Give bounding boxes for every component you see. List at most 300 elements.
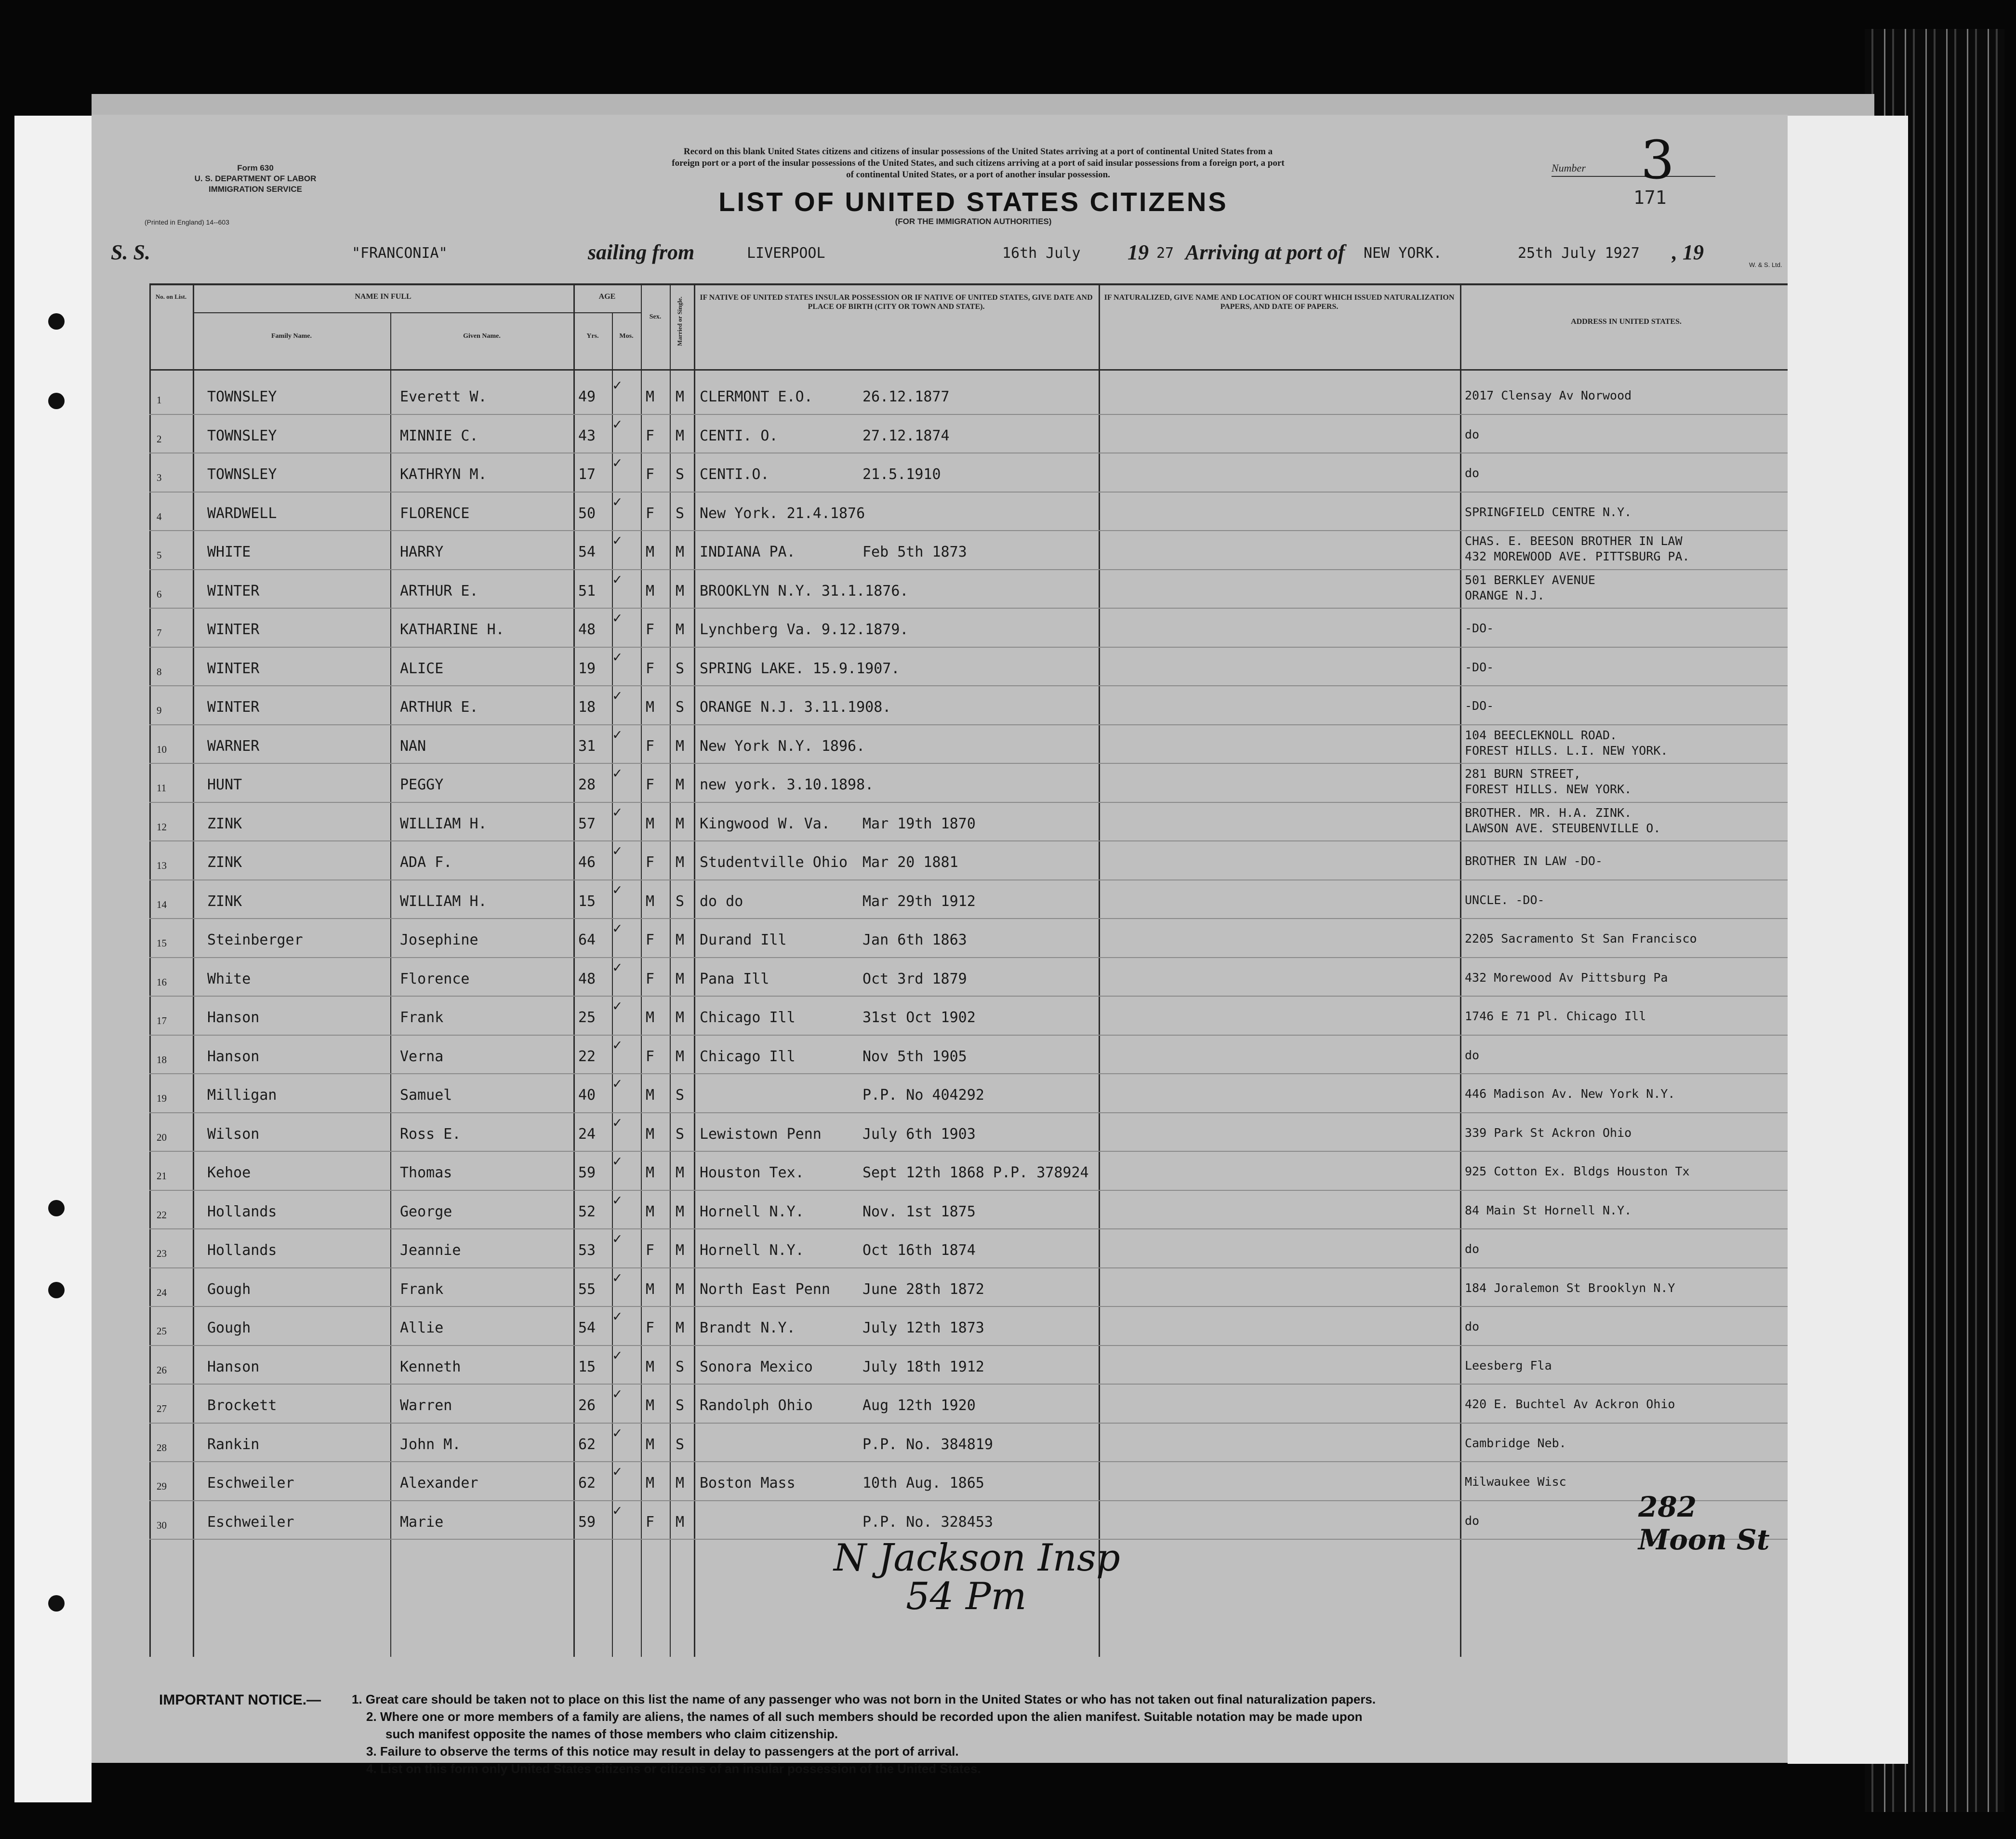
table-row [92, 802, 1788, 840]
age-years: 55 [578, 1281, 596, 1298]
address-line: 1746 E 71 Pl. Chicago Ill [1465, 1009, 1646, 1023]
given-name: ARTHUR E. [400, 699, 478, 716]
notice-item: 1. Great care should be taken not to place on this list the name of any passenger who was not born in the United States or who has not taken out final naturalization papers. [352, 1692, 1376, 1706]
check-mark-icon: ✓ [613, 610, 622, 626]
age-years: 40 [578, 1087, 596, 1104]
birth-place: new york. 3.10.1898. [700, 776, 874, 793]
row-number: 6 [157, 588, 162, 600]
given-name: NAN [400, 738, 426, 755]
family-name: TOWNSLEY [207, 388, 277, 405]
birth-place: CLERMONT E.O. [700, 388, 813, 405]
punch-hole [48, 1595, 65, 1612]
family-name: ZINK [207, 815, 242, 832]
address-line: 420 E. Buchtel Av Ackron Ohio [1465, 1397, 1675, 1411]
birth-date: Mar 20 1881 [862, 854, 958, 871]
address-line: 432 Morewood Av Pittsburg Pa [1465, 971, 1668, 985]
birth-date: Mar 19th 1870 [862, 815, 976, 832]
intro-line: foreign port or a port of the insular possessions of the United States, and such citizens arriving at a port of said insular possessions from a foreign port, a port [672, 158, 1285, 168]
arrival-date: 25th July 1927 [1518, 245, 1640, 262]
sex: M [646, 1359, 655, 1375]
intro-line: of continental United States, or a port of another insular possession. [846, 170, 1110, 180]
age-years: 49 [578, 388, 596, 405]
table-row [92, 957, 1788, 996]
address-line: 281 BURN STREET, [1465, 767, 1581, 781]
family-name: Kehoe [207, 1164, 251, 1181]
address-line: BROTHER. MR. H.A. ZINK. [1465, 806, 1632, 820]
given-name: Florence [400, 971, 470, 987]
given-name: ALICE [400, 660, 444, 677]
row-number: 21 [157, 1170, 167, 1182]
sex: M [646, 1126, 655, 1143]
given-name: ARTHUR E. [400, 583, 478, 600]
given-name: Samuel [400, 1087, 452, 1104]
check-mark-icon: ✓ [613, 649, 622, 666]
age-years: 62 [578, 1475, 596, 1492]
row-number: 22 [157, 1209, 167, 1221]
adjacent-page-strip [1788, 116, 1908, 1764]
row-number: 23 [157, 1248, 167, 1259]
birth-place: Boston Mass [700, 1475, 796, 1492]
marital-status: M [676, 1475, 685, 1492]
family-name: WINTER [207, 583, 260, 600]
address-line: Milwaukee Wisc [1465, 1475, 1566, 1489]
age-years: 59 [578, 1164, 596, 1181]
address-line: 925 Cotton Ex. Bldgs Houston Tx [1465, 1164, 1690, 1178]
birth-date: P.P. No 404292 [862, 1087, 984, 1104]
table-row [92, 918, 1788, 957]
given-name: Alexander [400, 1475, 478, 1492]
check-mark-icon: ✓ [613, 804, 622, 821]
check-mark-icon: ✓ [613, 377, 622, 394]
age-years: 15 [578, 1359, 596, 1375]
family-name: Brockett [207, 1397, 277, 1414]
address-line: -DO- [1465, 699, 1494, 713]
check-mark-icon: ✓ [613, 1037, 622, 1053]
family-name: Rankin [207, 1436, 260, 1453]
family-name: Wilson [207, 1126, 260, 1143]
family-name: WINTER [207, 621, 260, 638]
birth-place: INDIANA PA. [700, 544, 796, 560]
citizens-table [92, 283, 1788, 1705]
address-line: CHAS. E. BEESON BROTHER IN LAW [1465, 534, 1683, 548]
address-line: BROTHER IN LAW -DO- [1465, 854, 1603, 868]
table-row [92, 996, 1788, 1034]
form-number: Form 630 [237, 163, 274, 173]
marital-status: S [676, 1397, 685, 1414]
family-name: ZINK [207, 854, 242, 871]
table-row [92, 1500, 1788, 1539]
family-name: Eschweiler [207, 1475, 294, 1492]
birth-place: Hornell N.Y. [700, 1242, 804, 1259]
marital-status: M [676, 1164, 685, 1181]
age-years: 51 [578, 583, 596, 600]
birth-place: ORANGE N.J. 3.11.1908. [700, 699, 891, 716]
list-number: 3 [1641, 129, 1674, 191]
arrival-year: , 19 [1672, 240, 1704, 264]
punch-hole [48, 1282, 65, 1298]
birth-date: Feb 5th 1873 [862, 544, 967, 560]
check-mark-icon: ✓ [613, 842, 622, 859]
page-number: 171 [1633, 187, 1667, 208]
table-row [92, 1151, 1788, 1189]
address-line: do [1465, 1048, 1480, 1062]
marital-status: M [676, 1009, 685, 1026]
column-header-naturalized: IF NATURALIZED, GIVE NAME AND LOCATION OF COURT WHICH ISSUED NATURALIZATION PAPERS, AND DATE OF PAPERS. [1104, 293, 1455, 311]
age-years: 48 [578, 971, 596, 987]
manifest-sheet [92, 115, 1788, 1776]
marital-status: M [676, 427, 685, 444]
arrival-port: NEW YORK. [1364, 245, 1442, 262]
sex: F [646, 1319, 655, 1336]
table-row [92, 492, 1788, 530]
marital-status: M [676, 1242, 685, 1259]
table-row [92, 1073, 1788, 1112]
row-number: 3 [157, 472, 162, 483]
age-years: 19 [578, 660, 596, 677]
check-mark-icon: ✓ [613, 493, 622, 510]
table-row [92, 608, 1788, 646]
check-mark-icon: ✓ [613, 571, 622, 588]
table-row [92, 880, 1788, 918]
row-number: 18 [157, 1054, 167, 1066]
address-line: 2017 Clensay Av Norwood [1465, 388, 1632, 402]
check-mark-icon: ✓ [613, 1463, 622, 1480]
given-name: Josephine [400, 932, 478, 948]
marital-status: M [676, 738, 685, 755]
birth-place: Lewistown Penn [700, 1126, 822, 1143]
check-mark-icon: ✓ [613, 765, 622, 782]
birth-date: Sept 12th 1868 P.P. 378924 [862, 1164, 1089, 1181]
sex: F [646, 1242, 655, 1259]
birth-date: Aug 12th 1920 [862, 1397, 976, 1414]
given-name: Allie [400, 1319, 444, 1336]
birth-place: CENTI.O. [700, 466, 769, 483]
age-years: 25 [578, 1009, 596, 1026]
table-row [92, 724, 1788, 763]
birth-place: New York N.Y. 1896. [700, 738, 865, 755]
family-name: Hanson [207, 1048, 260, 1065]
given-name: Frank [400, 1281, 444, 1298]
row-number: 4 [157, 511, 162, 522]
handwritten-address: 282 Moon St [1638, 1491, 1770, 1556]
header-bottom-rule [149, 369, 1788, 371]
row-number: 24 [157, 1287, 167, 1298]
birth-date: 10th Aug. 1865 [862, 1475, 984, 1492]
number-label: Number [1552, 162, 1586, 174]
punch-hole [48, 1200, 65, 1216]
department-name: U. S. DEPARTMENT OF LABOR [194, 174, 317, 183]
family-name: Milligan [207, 1087, 277, 1104]
row-number: 26 [157, 1364, 167, 1376]
table-row [92, 1423, 1788, 1461]
column-header-married: Married or Single. [676, 296, 683, 346]
age-years: 43 [578, 427, 596, 444]
sex: F [646, 660, 655, 677]
check-mark-icon: ✓ [613, 920, 622, 937]
address-line: 446 Madison Av. New York N.Y. [1465, 1087, 1675, 1101]
age-years: 64 [578, 932, 596, 948]
departure-port: LIVERPOOL [747, 245, 825, 262]
sex: M [646, 544, 655, 560]
birth-place: North East Penn [700, 1281, 830, 1298]
marital-status: M [676, 583, 685, 600]
age-years: 24 [578, 1126, 596, 1143]
marital-status: S [676, 505, 685, 522]
birth-place: Durand Ill [700, 932, 787, 948]
table-row [92, 1345, 1788, 1384]
age-years: 48 [578, 621, 596, 638]
address-line-2: FOREST HILLS. L.I. NEW YORK. [1465, 744, 1668, 758]
printed-note: (Printed in England) 14--603 [145, 218, 229, 226]
family-name: Eschweiler [207, 1514, 294, 1531]
birth-place: do do [700, 893, 743, 910]
given-name: Verna [400, 1048, 444, 1065]
age-years: 53 [578, 1242, 596, 1259]
age-years: 50 [578, 505, 596, 522]
given-name: Warren [400, 1397, 452, 1414]
row-number: 29 [157, 1480, 167, 1492]
table-row [92, 1190, 1788, 1228]
age-years: 31 [578, 738, 596, 755]
age-years: 62 [578, 1436, 596, 1453]
row-number: 27 [157, 1403, 167, 1414]
family-name: Hollands [207, 1242, 277, 1259]
check-mark-icon: ✓ [613, 1386, 622, 1402]
given-name: WILLIAM H. [400, 815, 487, 832]
family-name: HUNT [207, 776, 242, 793]
marital-status: M [676, 776, 685, 793]
sex: M [646, 1087, 655, 1104]
sex: M [646, 815, 655, 832]
given-name: WILLIAM H. [400, 893, 487, 910]
given-name: Ross E. [400, 1126, 461, 1143]
check-mark-icon: ✓ [613, 1502, 622, 1519]
marital-status: S [676, 660, 685, 677]
sex: F [646, 738, 655, 755]
birth-place: Hornell N.Y. [700, 1203, 804, 1220]
sex: M [646, 1281, 655, 1298]
row-number: 1 [157, 394, 162, 406]
sailing-date: 16th July [1002, 245, 1081, 262]
check-mark-icon: ✓ [613, 998, 622, 1014]
table-row [92, 1267, 1788, 1306]
age-years: 28 [578, 776, 596, 793]
intro-line: Record on this blank United States citizens and citizens of insular possessions of the United States arriving at a port of continental United States from a [683, 147, 1273, 157]
sex: F [646, 466, 655, 483]
check-mark-icon: ✓ [613, 1269, 622, 1286]
document-subtitle: (FOR THE IMMIGRATION AUTHORITIES) [895, 217, 1052, 226]
family-name: Hollands [207, 1203, 277, 1220]
sex: M [646, 583, 655, 600]
sex: F [646, 1514, 655, 1531]
birth-date: 31st Oct 1902 [862, 1009, 976, 1026]
table-row [92, 1384, 1788, 1422]
birth-place: Houston Tex. [700, 1164, 804, 1181]
row-number: 11 [157, 782, 167, 794]
marital-status: M [676, 1048, 685, 1065]
binder-strip [14, 116, 92, 1802]
family-name: Gough [207, 1319, 251, 1336]
check-mark-icon: ✓ [613, 959, 622, 976]
table-row [92, 569, 1788, 608]
marital-status: S [676, 1359, 685, 1375]
column-header-given: Given Name. [463, 333, 501, 340]
row-number: 14 [157, 899, 167, 910]
birth-date: Oct 16th 1874 [862, 1242, 976, 1259]
birth-date: 21.5.1910 [862, 466, 941, 483]
notice-item: such manifest opposite the names of those members who claim citizenship. [385, 1727, 838, 1741]
column-header-no: No. on List. [155, 293, 187, 300]
document-title: LIST OF UNITED STATES CITIZENS [718, 187, 1228, 217]
notice-title: IMPORTANT NOTICE.— [159, 1692, 321, 1708]
marital-status: M [676, 932, 685, 948]
row-number: 2 [157, 433, 162, 445]
year-prefix: 19 [1127, 240, 1149, 264]
given-name: Frank [400, 1009, 444, 1026]
notice-item: 4. List on this form only United States citizens or citizens of an insular possession of the United States. [366, 1761, 981, 1776]
row-number: 28 [157, 1442, 167, 1453]
family-name: TOWNSLEY [207, 427, 277, 444]
sex: M [646, 1164, 655, 1181]
family-name: Hanson [207, 1009, 260, 1026]
column-header-age: AGE [598, 293, 616, 301]
sex: M [646, 1436, 655, 1453]
given-name: Thomas [400, 1164, 452, 1181]
birth-place: CENTI. O. [700, 427, 778, 444]
age-subheader-rule [573, 312, 641, 313]
marital-status: S [676, 699, 685, 716]
check-mark-icon: ✓ [613, 1308, 622, 1325]
age-years: 26 [578, 1397, 596, 1414]
check-mark-icon: ✓ [613, 1347, 622, 1364]
number-underline [1552, 176, 1715, 177]
birth-place: Chicago Ill [700, 1009, 796, 1026]
birth-place: Studentville Ohio [700, 854, 848, 871]
family-name: Gough [207, 1281, 251, 1298]
check-mark-icon: ✓ [613, 532, 622, 549]
address-line: UNCLE. -DO- [1465, 893, 1545, 907]
address-line: -DO- [1465, 621, 1494, 635]
sex: F [646, 505, 655, 522]
column-header-name: NAME IN FULL [355, 293, 411, 301]
row-number: 7 [157, 627, 162, 639]
sailing-label: sailing from [588, 240, 695, 264]
printer-mark: W. & S. Ltd. [1749, 261, 1782, 268]
check-mark-icon: ✓ [613, 1114, 622, 1131]
row-number: 8 [157, 666, 162, 678]
birth-date: July 12th 1873 [862, 1319, 984, 1336]
check-mark-icon: ✓ [613, 416, 622, 433]
age-years: 18 [578, 699, 596, 716]
birth-date: July 6th 1903 [862, 1126, 976, 1143]
address-line: do [1465, 427, 1480, 441]
marital-status: M [676, 1319, 685, 1336]
birth-date: July 18th 1912 [862, 1359, 984, 1375]
ship-name: "FRANCONIA" [352, 245, 448, 262]
given-name: Kenneth [400, 1359, 461, 1375]
table-row [92, 1035, 1788, 1073]
address-line: 104 BEECLEKNOLL ROAD. [1465, 728, 1618, 742]
marital-status: M [676, 544, 685, 560]
birth-date: Jan 6th 1863 [862, 932, 967, 948]
table-row [92, 647, 1788, 685]
row-number: 15 [157, 937, 167, 949]
check-mark-icon: ✓ [613, 1230, 622, 1247]
inspector-signature: N Jackson Insp [834, 1536, 1120, 1580]
notice-item: 3. Failure to observe the terms of this notice may result in delay to passengers at the port of arrival. [366, 1744, 959, 1759]
check-mark-icon: ✓ [613, 687, 622, 704]
service-name: IMMIGRATION SERVICE [209, 185, 302, 194]
birth-place: Sonora Mexico [700, 1359, 813, 1375]
sex: F [646, 776, 655, 793]
given-name: George [400, 1203, 452, 1220]
family-name: TOWNSLEY [207, 466, 277, 483]
family-name: WARDWELL [207, 505, 277, 522]
age-years: 22 [578, 1048, 596, 1065]
sex: F [646, 1048, 655, 1065]
sex: F [646, 932, 655, 948]
given-name: MINNIE C. [400, 427, 478, 444]
address-line: 2205 Sacramento St San Francisco [1465, 932, 1697, 946]
column-header-family: Family Name. [271, 333, 312, 340]
address-line-2: ORANGE N.J. [1465, 588, 1545, 602]
age-years: 59 [578, 1514, 596, 1531]
sex: M [646, 893, 655, 910]
row-number: 16 [157, 976, 167, 988]
intro-text [424, 146, 1532, 181]
name-subheader-rule [193, 312, 573, 313]
check-mark-icon: ✓ [613, 1075, 622, 1092]
birth-place: Randolph Ohio [700, 1397, 813, 1414]
table-row [92, 840, 1788, 879]
birth-place: Chicago Ill [700, 1048, 796, 1065]
given-name: PEGGY [400, 776, 444, 793]
family-name: WHITE [207, 544, 251, 560]
handwritten-count: 54 Pm [906, 1575, 1027, 1618]
address-line: Leesberg Fla [1465, 1359, 1552, 1373]
address-line-2: 432 MOREWOOD AVE. PITTSBURG PA. [1465, 549, 1690, 563]
row-number: 19 [157, 1093, 167, 1104]
address-line: 84 Main St Hornell N.Y. [1465, 1203, 1632, 1217]
birth-place: Lynchberg Va. 9.12.1879. [700, 621, 909, 638]
marital-status: S [676, 1126, 685, 1143]
marital-status: M [676, 815, 685, 832]
birth-date: P.P. No. 384819 [862, 1436, 993, 1453]
address-line: -DO- [1465, 660, 1494, 674]
row-number: 9 [157, 705, 162, 716]
birth-date: Mar 29th 1912 [862, 893, 976, 910]
check-mark-icon: ✓ [613, 1153, 622, 1170]
address-line: SPRINGFIELD CENTRE N.Y. [1465, 505, 1632, 519]
birth-date: Nov 5th 1905 [862, 1048, 967, 1065]
sex: M [646, 1475, 655, 1492]
marital-status: S [676, 893, 685, 910]
sex: F [646, 854, 655, 871]
marital-status: S [676, 466, 685, 483]
age-years: 54 [578, 1319, 596, 1336]
birth-place: SPRING LAKE. 15.9.1907. [700, 660, 900, 677]
address-line: 339 Park St Ackron Ohio [1465, 1126, 1632, 1140]
marital-status: S [676, 1436, 685, 1453]
sex: M [646, 1203, 655, 1220]
table-row [92, 685, 1788, 724]
address-line: do [1465, 1514, 1480, 1528]
row-number: 30 [157, 1519, 167, 1531]
marital-status: S [676, 1087, 685, 1104]
family-name: WINTER [207, 699, 260, 716]
given-name: FLORENCE [400, 505, 470, 522]
marital-status: M [676, 854, 685, 871]
